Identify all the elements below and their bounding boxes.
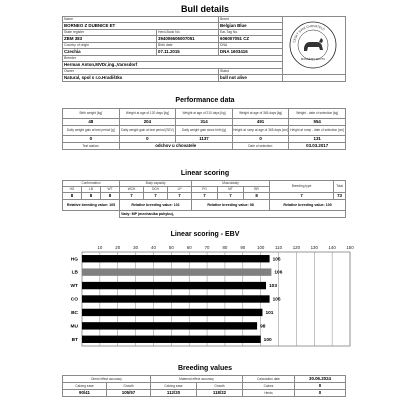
x-tick-label: 140 [328, 245, 336, 250]
ebv-bar [82, 282, 266, 289]
bar-value-label: 98 [260, 324, 266, 330]
rbv-body-capacity: Relative breeding value: 101 [120, 200, 192, 211]
trait-header: BR [244, 187, 270, 193]
herd-book-label: Herd-Book No. [157, 30, 219, 36]
state-register-label: State register [63, 30, 157, 36]
bar-category-label: WT [70, 284, 78, 290]
bar-value-label: 105 [272, 257, 281, 263]
total-score: 73 [334, 193, 346, 200]
calc-date-label: Calculation date [243, 376, 295, 383]
perf-header: Daily weight gain at test period [g] [63, 126, 120, 136]
perf-value: 491 [232, 119, 289, 126]
x-tick-label: 90 [240, 245, 246, 250]
bar-category-label: MU [70, 324, 78, 330]
owner-value: Natural, spol s r.o.Hradištko [63, 75, 219, 82]
perf-header: Weight at age of 365 days [kg] [232, 109, 289, 119]
breed-value: Belgian Blue [219, 23, 283, 30]
status-value: bull not alive [219, 75, 283, 82]
breeding-values-section-title: Breeding values [177, 365, 233, 372]
owner-label: Owner [63, 69, 219, 75]
group-header: Musculosity [192, 181, 270, 187]
trait-header: LB [82, 187, 101, 193]
name-label: Name [63, 17, 219, 23]
rbv-breeding-type: Relative breeding value: 100 [270, 200, 346, 211]
perf-value: 554 [289, 119, 346, 126]
calving-ease-label: Calving ease [63, 383, 107, 390]
trait-header: HG [63, 187, 82, 193]
direct-growth-value: 105/57 [107, 390, 151, 397]
x-tick-label: 100 [257, 245, 265, 250]
x-tick-label: 50 [168, 245, 174, 250]
country-value: Czechia [63, 49, 157, 56]
trait-header: WCH [120, 187, 144, 193]
x-tick-label: 110 [275, 245, 283, 250]
rbv-conformation: Relative breeding value: 105 [63, 200, 120, 211]
trait-header: DCH [144, 187, 168, 193]
ebv-bar [82, 268, 271, 275]
birth-date-label: Birth date [157, 43, 219, 49]
perf-value: 0 [63, 136, 120, 143]
defects-value: MP (mechanika pohybu), [131, 212, 174, 216]
test-station-value: odchov u chovatele [119, 143, 232, 150]
ear-tag-value: 606007051 CZ [219, 36, 283, 43]
bar-value-label: 101 [265, 311, 274, 317]
x-tick-label: 70 [204, 245, 210, 250]
performance-table [62, 108, 346, 150]
perf-value: 0 [232, 136, 289, 143]
bar-category-label: BC [71, 311, 78, 317]
x-tick-label: 30 [133, 245, 139, 250]
breeding-values-table [62, 375, 346, 397]
bar-category-label: LB [71, 270, 78, 276]
dna-label: DNA [219, 43, 283, 49]
calving-ease-label: Calving ease [151, 383, 197, 390]
selection-date-value: 03.03.2017 [289, 143, 346, 150]
perf-header: Daily weight gain since birth [g] [176, 126, 233, 136]
ebv-section-title: Linear scoring - EBV [170, 231, 240, 238]
bull-name: BORNEO Z DUBNICE ET [63, 23, 219, 30]
dna-value: DNA 1603416 [219, 49, 283, 56]
growth-label: Growth [197, 383, 243, 390]
herd-book-value: 394006606007051 [157, 36, 219, 43]
x-tick-label: 150 [346, 245, 354, 250]
perf-header: Weight - date of selection [kg] [289, 109, 346, 119]
trait-header: WT [101, 187, 120, 193]
trait-header: PG [192, 187, 218, 193]
linear-scoring-table [62, 180, 346, 218]
x-tick-label: 10 [97, 245, 103, 250]
birth-date-value: 07.11.2015 [157, 49, 219, 56]
bar-category-label: HG [70, 257, 78, 263]
trait-score: 8 [101, 193, 120, 200]
x-tick-label: 40 [151, 245, 156, 250]
trait-score: 8 [63, 193, 82, 200]
breeder-value: Herman Anton,MVDr,ing.,Varnsdorf [63, 62, 283, 69]
maternal-growth-value: 118/22 [197, 390, 243, 397]
bar-category-label: CO [70, 297, 78, 303]
status-label: Statut [219, 69, 283, 75]
x-tick-label: 120 [292, 245, 301, 250]
bar-value-label: 106 [274, 270, 283, 276]
bar-value-label: 103 [269, 284, 278, 290]
direct-accuracy-label: Direct effect accuracy [63, 376, 151, 383]
trait-score: 8 [244, 193, 270, 200]
maternal-accuracy-label: Maternal effect accuracy [151, 376, 243, 383]
breeding-type-score: 7 [270, 193, 334, 200]
ebv-bar [82, 309, 262, 316]
page-title: Bull details [180, 4, 229, 14]
maternal-calving-value: 112/20 [151, 390, 197, 397]
perf-value: 1137 [176, 136, 233, 143]
perf-header: Daily weight gain at test period [SEV] [119, 126, 176, 136]
calves-value: 0 [295, 383, 346, 390]
rbv-musculosity: Relative breeding value: 98 [192, 200, 270, 211]
trait-score: 7 [168, 193, 192, 200]
perf-header: Height at rump at age of 365 days [cm] [232, 126, 289, 136]
perf-value: 0 [119, 136, 176, 143]
perf-header: Birth weight [kg] [63, 109, 120, 119]
group-header: Body capacity [120, 181, 192, 187]
breed-label: Breed [219, 17, 283, 23]
svg-text:MASNÉHO SKOTU: MASNÉHO SKOTU [300, 58, 326, 61]
perf-header: Weight at age of 120 days [kg] [119, 109, 176, 119]
bar-value-label: 105 [272, 297, 281, 303]
direct-calving-value: 90/41 [63, 390, 107, 397]
x-tick-label: 20 [115, 245, 121, 250]
herds-label: Herds [243, 390, 295, 397]
calves-label: Calves [243, 383, 295, 390]
svg-text:ČESKÝ SVAZ CHOVATELŮ: ČESKÝ SVAZ CHOVATELŮ [292, 23, 326, 43]
defects-label: Vady: [121, 212, 131, 216]
ebv-bar [82, 295, 270, 302]
breeders-association-seal-logo [288, 20, 338, 70]
bar-value-label: 100 [263, 337, 272, 343]
x-tick-label: 80 [222, 245, 228, 250]
ebv-bar [82, 322, 257, 329]
growth-label: Growth [107, 383, 151, 390]
calc-date-value: 30.06.2024 [295, 376, 346, 383]
perf-header: Height at rump - date of selection [cm] [289, 126, 346, 136]
group-header: Total [334, 181, 346, 193]
perf-header: Weight at age of 210 days [kg] [176, 109, 233, 119]
breeder-label: Breeder [63, 56, 283, 62]
ebv-bar [82, 336, 261, 343]
test-station-label: Test station: [63, 143, 120, 150]
selection-date-label: Date of selection: [232, 143, 289, 150]
trait-score: 7 [144, 193, 168, 200]
trait-score: 7 [120, 193, 144, 200]
defects-row [120, 211, 346, 218]
x-tick-label: 130 [310, 245, 318, 250]
trait-header: MT [218, 187, 244, 193]
trait-score: 8 [82, 193, 101, 200]
x-tick-label: 60 [186, 245, 192, 250]
ear-tag-label: Ear-Tag No. [219, 30, 283, 36]
trait-score: 7 [192, 193, 218, 200]
bar-category-label: BT [71, 337, 78, 343]
perf-value: 48 [63, 119, 120, 126]
group-header: Breeding type [270, 181, 334, 193]
perf-value: 131 [289, 136, 346, 143]
state-register-value: ZBM 383 [63, 36, 157, 43]
linear-section-title: Linear scoring [180, 170, 230, 177]
trait-header: LP [168, 187, 192, 193]
country-label: Country of origin [63, 43, 157, 49]
trait-score: 7 [218, 193, 244, 200]
group-header: Conformation [63, 181, 120, 187]
perf-value: 314 [176, 119, 233, 126]
perf-value: 204 [119, 119, 176, 126]
ebv-bar [82, 255, 270, 262]
herds-value: 0 [295, 390, 346, 397]
performance-section-title: Performance data [175, 97, 235, 104]
ebv-bar-chart [60, 240, 356, 350]
